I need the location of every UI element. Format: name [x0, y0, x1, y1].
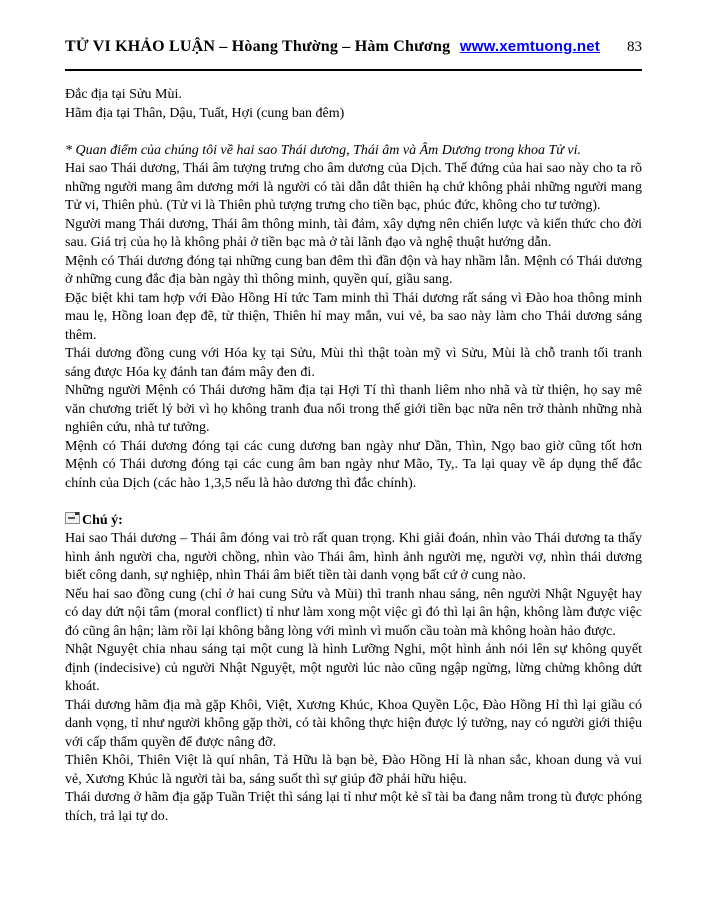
paragraph: Nhật Nguyệt chia nhau sáng tại một cung là hình Lưỡng Nghi, một hình ảnh nói lên sự không quyết định (indecisive) củ người Nhật Nguyệt, một người lúc nào cũng ngập ngừng, lừng chừng không dứt khoát. — [65, 642, 642, 694]
paragraph: Thiên Khôi, Thiên Việt là quí nhân, Tả Hữu là bạn bè, Đào Hồng Hỉ là nhan sắc, khoan dung và vui vẻ, Xương Khúc là người tài ba, sáng suốt thì sự giúp đỡ phải hữu hiệu. — [65, 753, 642, 787]
paragraph: Mệnh có Thái dương đóng tại những cung ban đêm thì đần độn và hay nhầm lẫn. Mệnh có Thái dương ở những cung đắc địa bàn ngày thì thông minh, quyền quí, giầu sang. — [65, 253, 642, 287]
blank-line — [65, 123, 642, 142]
paragraph: Những người Mệnh có Thái dương hãm địa tại Hợi Tí thì thanh liêm nho nhã và từ thiện, họ say mê văn chương triết lý bởi vì họ không tranh đua nổi trong thế giới tiền bạc nữa nên trở thành những nhà nghiên cứu, nhà tư tưởng. — [65, 383, 642, 435]
paragraph: Mệnh có Thái dương đóng tại các cung dương ban ngày như Dần, Thìn, Ngọ bao giờ cũng tốt hơn Mệnh có Thái dương đóng tại các cung âm ban ngày như Mão, Ty,. Ta lại quay về áp dụng thế đắc chính của Dịch (các hào 1,3,5 nếu là hào dương thì đắc chính). — [65, 438, 642, 491]
blank-line — [65, 493, 642, 512]
header-divider — [65, 69, 642, 71]
paragraph: Đặc biệt khi tam hợp với Đào Hồng Hỉ tức Tam minh thì Thái dương rất sáng vì Đào hoa thông minh mau lẹ, Hồng loan đẹp đẽ, từ thiện, Thiên hỉ may mắn, vui vẻ, ba sao này làm cho Thái dương sáng thêm. — [65, 290, 642, 343]
document-body — [65, 86, 642, 826]
paragraph: Thái dương đồng cung với Hóa kỵ tại Sửu, Mùi thì thật toàn mỹ vì Sửu, Mùi là chỗ tranh tối tranh sáng được Hóa kỵ đánh tan đám mây đen đi. — [65, 346, 642, 380]
note-heading — [65, 512, 642, 531]
document-title: TỬ VI KHẢO LUẬN – Hòang Thường – Hàm Chương — [65, 38, 451, 55]
paragraph: Nếu hai sao đồng cung (chỉ ở hai cung Sửu và Mùi) thì tranh nhau sáng, nên người Nhật Nguyệt hay có day dứt nội tâm (moral conflict) tỉ như làm xong một việc gì đó thì lại ân hận, không làm được việc đó cũng ân hận; làm rồi lại không bằng lòng với mình vì muốn cầu toàn mà không hoàn hảo được. — [65, 586, 642, 639]
website-link[interactable]: www.xemtuong.net — [459, 38, 600, 55]
paragraph: Thái dương ở hãm địa gặp Tuần Triệt thì sáng lại tỉ như một kẻ sĩ tài ba đang nằm trong tù được phóng thích, trả lại tự do. — [65, 790, 642, 824]
paragraph: Người mang Thái dương, Thái âm thông minh, tài đảm, xây dựng nên chiến lược và kiến thức cho đời sau. Giá trị của họ là không phải ở tiền bạc mà ở tài lãnh đạo và nghệ thuật hướng dẫn. — [65, 216, 642, 250]
paragraph: Hai sao Thái dương – Thái âm đóng vai trò rất quan trọng. Khi giải đoán, nhìn vào Thái dương ta thấy hình ảnh người cha, người chồng, nhìn vào Thái âm, hình ảnh người mẹ, người vợ, nhìn thái dương biết công danh, sự nghiệp, nhìn Thái âm biết tiền tài danh vọng bất cứ ở cung nào. — [65, 531, 642, 583]
body-line: Hãm địa tại Thân, Dậu, Tuất, Hợi (cung ban đêm) — [65, 105, 345, 121]
paragraph: Thái dương hãm địa mà gặp Khôi, Việt, Xương Khúc, Khoa Quyền Lộc, Đào Hồng Hỉ thì lại giầu có danh vọng, tỉ như người không gặp thời, có tài không thực hiện được lý tưởng, nay có người giới thiệu với cấp thẩm quyền để được nâng đỡ. — [65, 697, 642, 750]
section-intro: * Quan điểm của chúng tôi về hai sao Thái dương, Thái âm và Âm Dương trong khoa Tử vi. — [65, 142, 582, 158]
paragraph: Hai sao Thái dương, Thái âm tượng trưng cho âm dương của Dịch. Thế đứng của hai sao này cho ta rõ những người mang âm dương mới là người có tài dẫn dắt thiên hạ chứ không phải những người mang Tử vi, Thiên phủ. (Tử vi là Thiên phủ tượng trưng cho tiền bạc, phúc đức, không cho tư tưởng). — [65, 161, 642, 213]
page-number: 83 — [627, 39, 642, 55]
body-line: Đắc địa tại Sửu Mùi. — [65, 87, 182, 102]
note-heading-label: Chú ý: — [82, 512, 123, 528]
page-header — [65, 38, 642, 56]
memo-icon — [65, 512, 80, 524]
